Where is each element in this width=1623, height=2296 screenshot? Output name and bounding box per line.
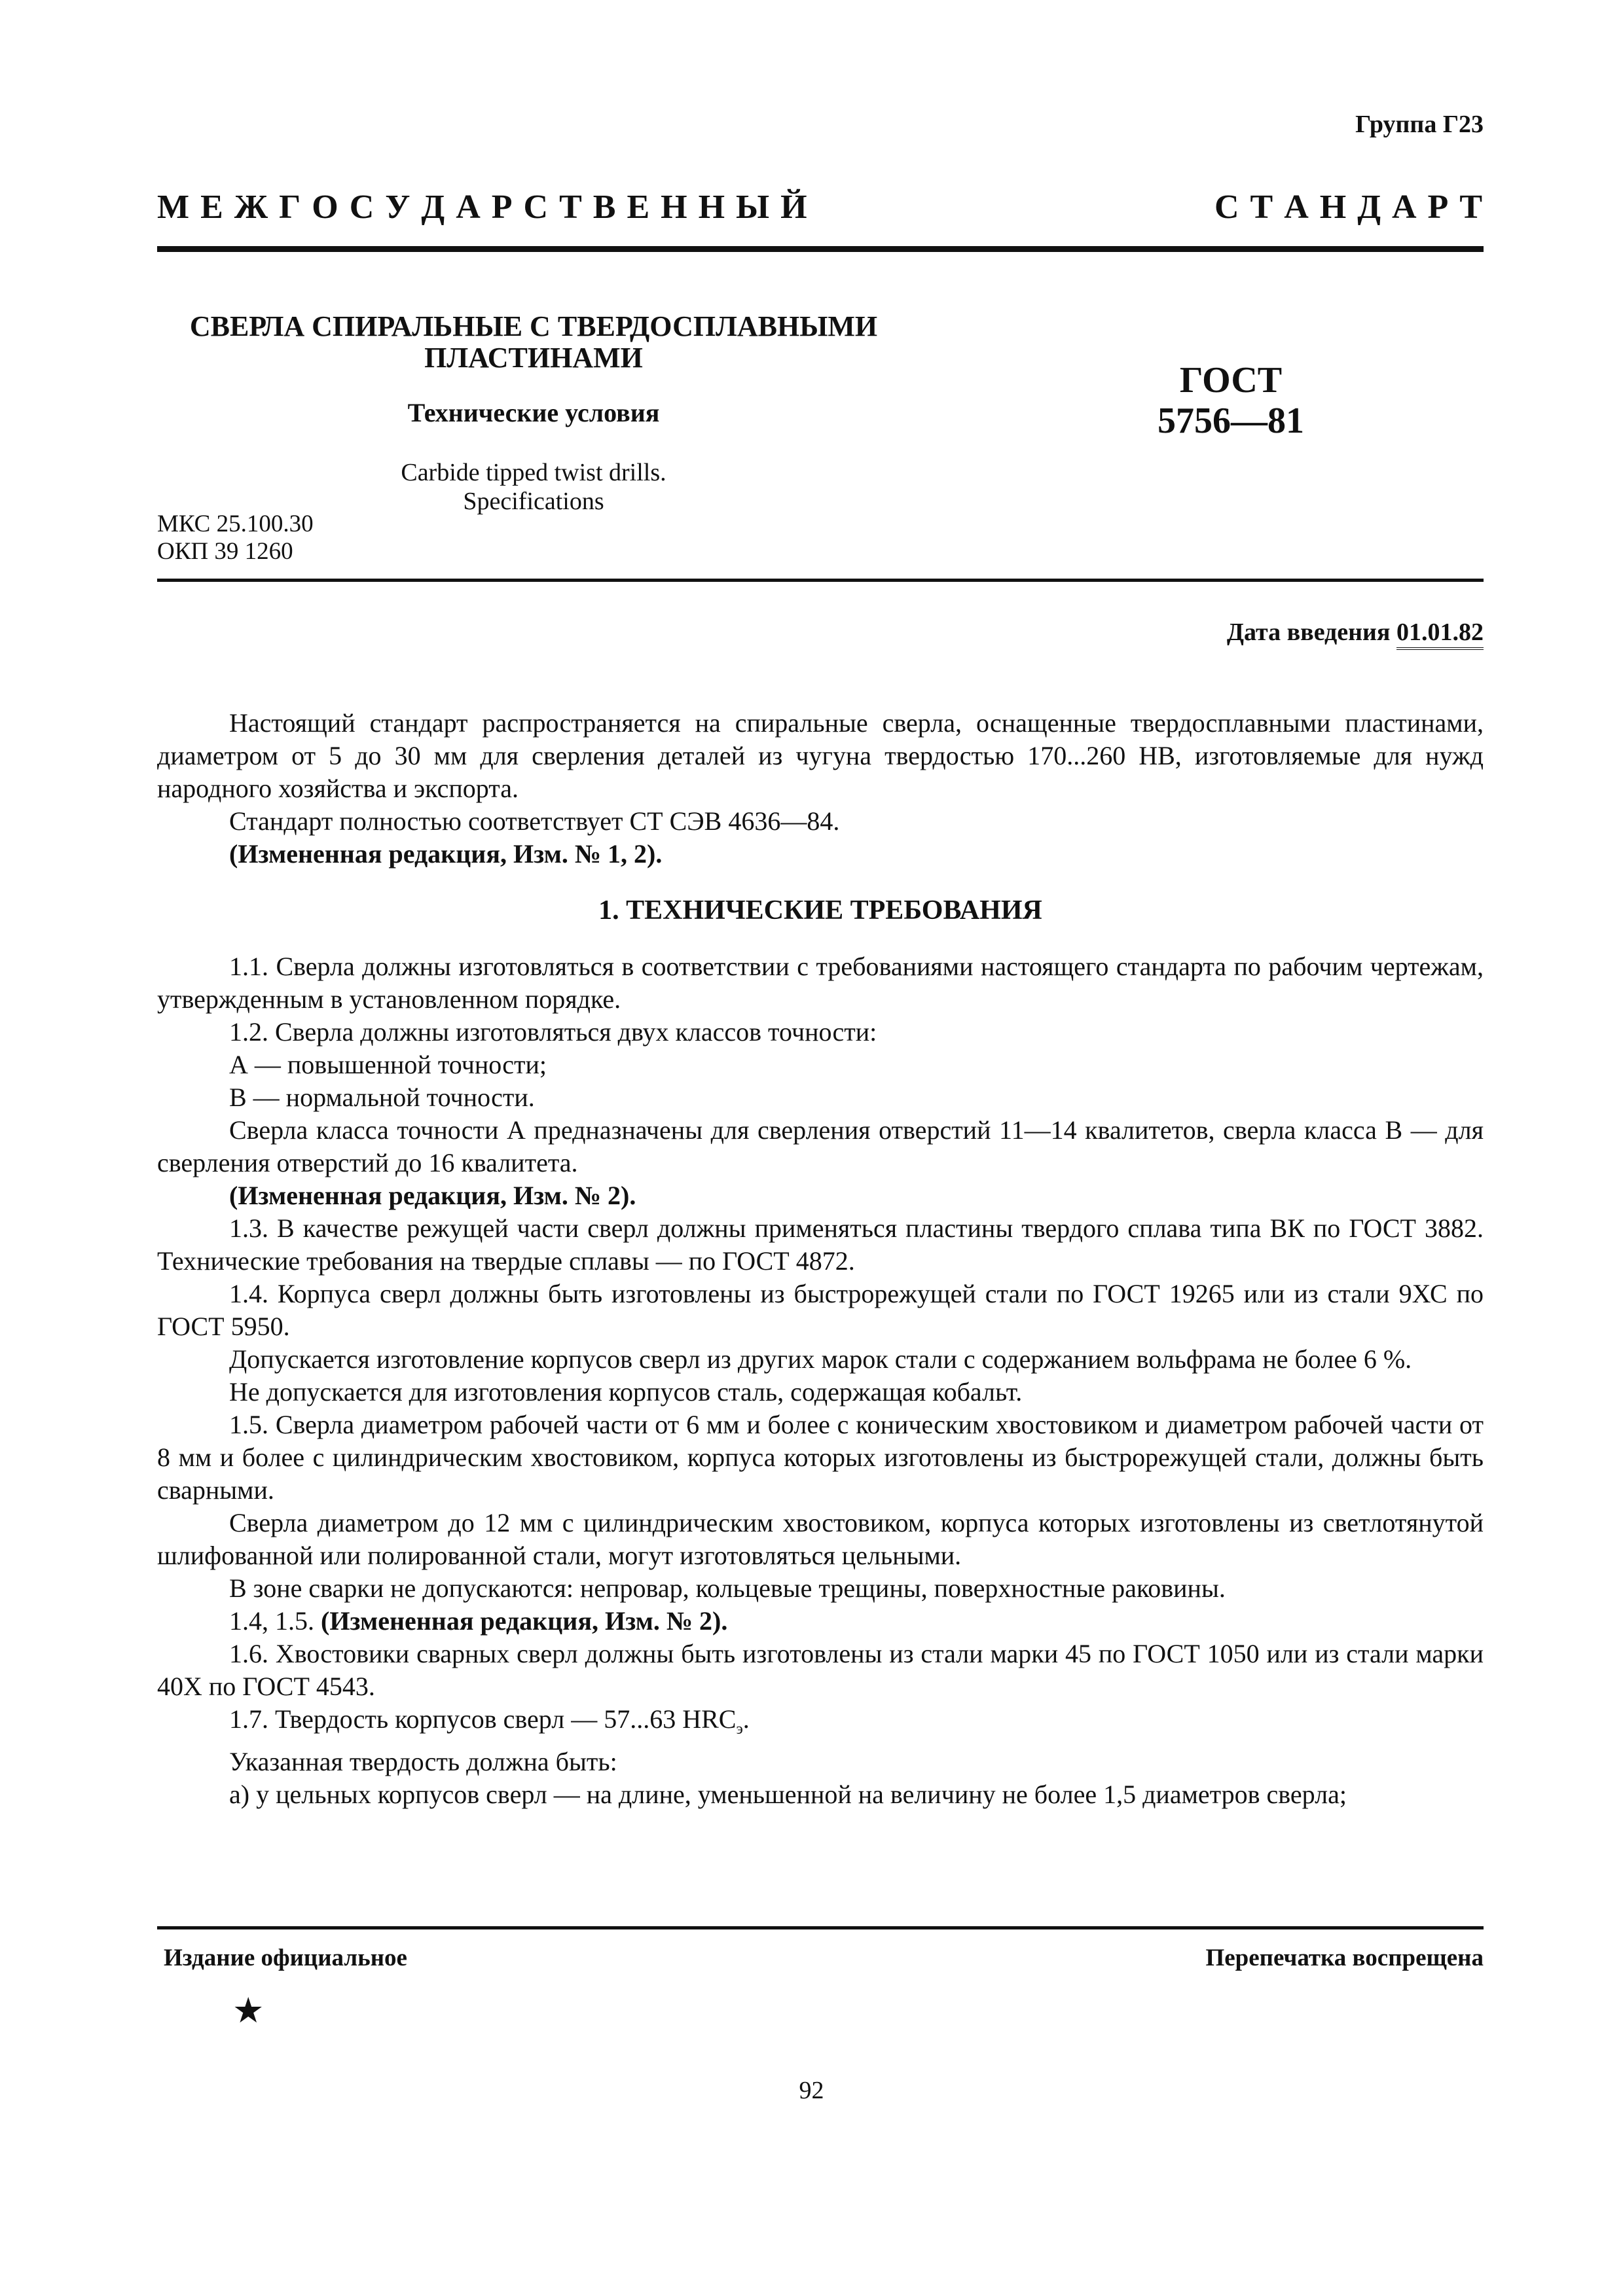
document-body xyxy=(157,707,1484,1811)
gost-label: ГОСТ xyxy=(1179,360,1283,401)
gost-designation xyxy=(1113,360,1349,441)
title-line-1: СВЕРЛА СПИРАЛЬНЫЕ С ТВЕРДОСПЛАВНЫМИ xyxy=(189,310,878,342)
document-title xyxy=(157,311,910,374)
clause-1-2: 1.2. Сверла должны изготовляться двух классов точности: xyxy=(229,1017,877,1047)
clause-1-1: 1.1. Сверла должны изготовляться в соответствии с требованиями настоящего стандарта по рабочим чертежам, утвержденным в установленном порядке. xyxy=(157,952,1484,1014)
title-divider xyxy=(157,579,1484,582)
official-edition-label: Издание официальное xyxy=(164,1945,407,1971)
date-value: 01.01.82 xyxy=(1396,619,1484,650)
english-title-line-2: Specifications xyxy=(463,488,604,515)
hardness-text: 1.7. Твердость корпусов сверл — 57...63 HRC xyxy=(229,1704,737,1734)
english-title-line-1: Carbide tipped twist drills. xyxy=(401,459,666,486)
clause-1-7 xyxy=(157,1703,1484,1746)
okp-code: ОКП 39 1260 xyxy=(157,538,293,565)
clause-1-3: 1.3. В качестве режущей части сверл должны применяться пластины твердого сплава типа ВК по ГОСТ 3882. Технические требования на твердые сплавы — по ГОСТ 4872. xyxy=(157,1213,1484,1276)
amendment-clauses: 1.4, 1.5. xyxy=(229,1606,314,1636)
banner-interstate: М Е Ж Г О С У Д А Р С Т В Е Н Н Ы Й xyxy=(157,188,809,226)
standard-banner xyxy=(157,188,1484,225)
clause-1-2-class-a: А — повышенной точности; xyxy=(229,1050,547,1079)
banner-standard: С Т А Н Д А Р Т xyxy=(1214,188,1484,226)
clause-1-4-restriction: Не допускается для изготовления корпусов сталь, содержащая кобальт. xyxy=(229,1377,1023,1407)
clause-1-5-solid: Сверла диаметром до 12 мм с цилиндрическим хвостовиком, корпуса которых изготовлены из светлотянутой шлифованной или полированной стали, могут изготовляться цельными. xyxy=(157,1508,1484,1570)
hardness-subscript: э xyxy=(736,1721,743,1738)
intro-amendment: (Измененная редакция, Изм. № 1, 2). xyxy=(229,839,663,869)
date-label: Дата введения xyxy=(1226,619,1391,646)
footer-divider xyxy=(157,1926,1484,1929)
clause-1-4-allowance: Допускается изготовление корпусов сверл из других марок стали с содержанием вольфрама не более 6 %. xyxy=(229,1344,1412,1374)
top-divider xyxy=(157,246,1484,252)
star-icon: ★ xyxy=(232,1991,264,2030)
document-subtitle: Технические условия xyxy=(407,398,660,427)
introduction-date xyxy=(1227,618,1484,647)
classification-codes xyxy=(157,511,314,565)
clause-1-4: 1.4. Корпуса сверл должны быть изготовлены из быстрорежущей стали по ГОСТ 19265 или из стали 9ХС по ГОСТ 5950. xyxy=(157,1279,1484,1341)
hardness-period: . xyxy=(742,1704,750,1734)
clause-1-2-class-b: В — нормальной точности. xyxy=(229,1083,535,1112)
section-heading: 1. ТЕХНИЧЕСКИЕ ТРЕБОВАНИЯ xyxy=(598,895,1042,925)
page-number: 92 xyxy=(799,2077,824,2104)
clause-1-2-amendment: (Измененная редакция, Изм. № 2). xyxy=(229,1181,636,1210)
english-title xyxy=(157,458,910,516)
clause-1-6: 1.6. Хвостовики сварных сверл должны быть изготовлены из стали марки 45 по ГОСТ 1050 или из стали марки 40Х по ГОСТ 4543. xyxy=(157,1639,1484,1701)
amendment-text: (Измененная редакция, Изм. № 2). xyxy=(321,1606,728,1636)
clause-1-5: 1.5. Сверла диаметром рабочей части от 6 мм и более с коническим хвостовиком и диаметром рабочей части от 8 мм и более с цилиндрическим хвостовиком, корпуса которых изготовлены из быстрорежущей стали, должны быть сварными. xyxy=(157,1410,1484,1505)
clause-1-2-note: Сверла класса точности А предназначены для сверления отверстий 11—14 квалитетов, сверла класса В — для сверления отверстий до 16 квалитета. xyxy=(157,1115,1484,1177)
title-line-2: ПЛАСТИНАМИ xyxy=(424,342,643,374)
clause-1-7-note: Указанная твердость должна быть: xyxy=(229,1747,617,1776)
group-label: Группа Г23 xyxy=(1355,111,1484,138)
reprint-prohibited-label: Перепечатка воспрещена xyxy=(1205,1945,1484,1971)
clause-1-4-1-5-amendment xyxy=(157,1605,1484,1638)
gost-number: 5756—81 xyxy=(1158,401,1304,441)
mks-code: МКС 25.100.30 xyxy=(157,511,314,537)
intro-paragraph-2: Стандарт полностью соответствует СТ СЭВ 4636—84. xyxy=(229,806,840,836)
clause-1-5-weld-defects: В зоне сварки не допускаются: непровар, кольцевые трещины, поверхностные раковины. xyxy=(229,1573,1226,1603)
clause-1-7-a: а) у цельных корпусов сверл — на длине, уменьшенной на величину не более 1,5 диаметров сверла; xyxy=(229,1780,1347,1809)
intro-paragraph-1: Настоящий стандарт распространяется на спиральные сверла, оснащенные твердосплавными пластинами, диаметром от 5 до 30 мм для сверления деталей из чугуна твердостью 170...260 НВ, изготовляемые для нужд народного хозяйства и экспорта. xyxy=(157,708,1484,803)
